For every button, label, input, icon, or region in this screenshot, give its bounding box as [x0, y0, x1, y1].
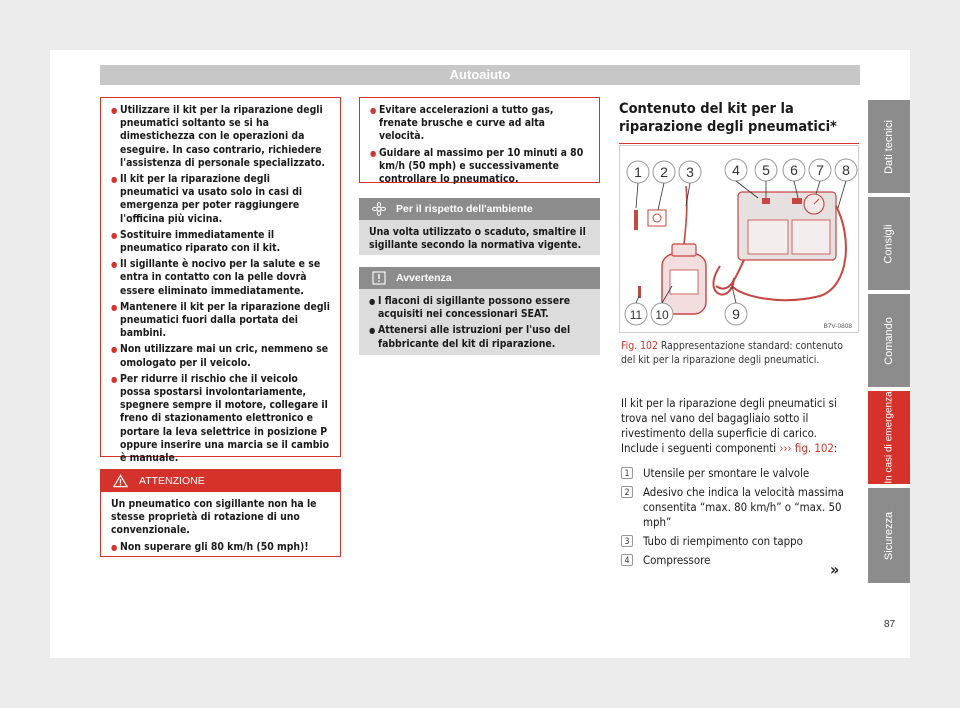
- list-item: [621, 466, 857, 481]
- component-text: Utensile per smontare le valvole: [643, 466, 810, 480]
- figure-number: 8: [842, 162, 850, 178]
- intro-text: Il kit per la riparazione degli pneumatici si trova nel vano del bagagliaio sotto il rivestimento della superficie di carico. Include i seguenti componenti: [621, 396, 837, 455]
- list-item: ● Il kit per la riparazione degli pneumatici va usato solo in casi di emergenza per poter raggiungere l'officina più vicina.: [111, 173, 330, 226]
- list-item: ● Attenersi alle istruzioni per l'uso del fabbricante del kit di riparazione.: [369, 324, 590, 350]
- figure-reference-link[interactable]: ››› fig. 102: [779, 441, 834, 455]
- environment-text: Una volta utilizzato o scaduto, smaltire il sigillante secondo la normativa vigente.: [369, 226, 586, 252]
- tab-label: In casi di emergenza: [883, 391, 895, 484]
- environment-title: Per il rispetto dell'ambiente: [396, 203, 533, 215]
- list-item: ● Il sigillante è nocivo per la salute e se entra in contatto con la pelle dovrà essere eliminato immediatamente.: [111, 258, 330, 298]
- list-item: ● Guidare al massimo per 10 minuti a 80 km/h (50 mph) e successivamente controllare lo pneumatico.: [370, 147, 589, 187]
- attention-header: [101, 470, 340, 492]
- component-text: Tubo di riempimento con tappo: [643, 534, 803, 548]
- tab-dati-tecnici[interactable]: [868, 100, 910, 193]
- figure-number: 6: [790, 162, 798, 178]
- info-note-icon: [372, 271, 386, 285]
- figure-number: 3: [686, 164, 694, 180]
- list-item: ● Per ridurre il rischio che il veicolo possa spostarsi involontariamente, spegnere sempre il motore, collegare il freno di stazionamento elettronico e portare la leva selettrice in posizione P oppure inserire una marcia se il cambio è manuale.: [111, 373, 330, 465]
- page-header: Autoaiuto: [100, 65, 860, 85]
- list-item: ● I flaconi di sigillante possono essere acquisiti nei concessionari SEAT.: [369, 295, 590, 321]
- figure-number: 2: [660, 164, 668, 180]
- intro-text-end: :: [833, 441, 838, 455]
- environment-header: [359, 198, 600, 220]
- figure-number: 10: [655, 308, 669, 322]
- warning-list-box: [100, 97, 341, 465]
- figure-number: 1: [634, 164, 642, 180]
- list-item: ● Mantenere il kit per la riparazione degli pneumatici fuori dalla portata dei bambini.: [111, 301, 330, 341]
- tab-comando[interactable]: [868, 294, 910, 387]
- tab-consigli[interactable]: [868, 197, 910, 290]
- figure-number: 4: [732, 162, 740, 178]
- attention-title: ATTENZIONE: [139, 475, 205, 487]
- tab-label: Dati tecnici: [883, 119, 896, 174]
- tab-label: Comando: [883, 316, 896, 365]
- attention-box: [100, 469, 341, 557]
- caption-label: Fig. 102: [621, 340, 658, 352]
- continue-marker: »: [830, 560, 840, 579]
- tab-in-casi-di-emergenza[interactable]: [868, 391, 910, 484]
- kit-figure: [619, 145, 859, 333]
- figure-number: 7: [816, 162, 824, 178]
- note-box: [359, 267, 600, 355]
- left-warning-list: [111, 104, 330, 465]
- flower-icon: [372, 202, 386, 216]
- warning-triangle-icon: [113, 474, 128, 488]
- list-item: ● Non superare gli 80 km/h (50 mph)!: [111, 541, 330, 554]
- tab-label: Sicurezza: [883, 511, 896, 560]
- note-title: Avvertenza: [396, 272, 452, 284]
- tab-sicurezza[interactable]: [868, 488, 910, 583]
- figure-code: B7V-0808: [823, 323, 852, 330]
- list-item: ● Evitare accelerazioni a tutto gas, frenate brusche e curve ad alta velocità.: [370, 104, 589, 144]
- item-number-badge: 1: [621, 467, 633, 479]
- item-number-badge: 4: [621, 554, 633, 566]
- warning-continued-box: [359, 97, 600, 186]
- list-item: [621, 485, 857, 530]
- figure-number: 9: [732, 306, 740, 322]
- note-header: [359, 267, 600, 289]
- section-column: [619, 100, 859, 144]
- list-item: ● Non utilizzare mai un cric, nemmeno se omologato per il veicolo.: [111, 343, 330, 369]
- section-title: Contenuto del kit per la riparazione degli pneumatici*: [619, 100, 859, 144]
- intro-paragraph: [621, 396, 857, 456]
- caption-text: Rappresentazione standard: contenuto del kit per la riparazione degli pneumatici.: [621, 340, 843, 366]
- page-number: 87: [884, 619, 896, 630]
- list-item: ● Utilizzare il kit per la riparazione degli pneumatici soltanto se si ha dimestichezza con le operazioni da eseguire. In caso contrario, richiedere l'assistenza di personale specializzato.: [111, 104, 330, 170]
- figure-number: 5: [762, 162, 770, 178]
- tab-label: Consigli: [882, 223, 895, 264]
- attention-text: Un pneumatico con sigillante non ha le stesse proprietà di rotazione di uno convenzionale.: [111, 498, 317, 537]
- kit-illustration: [620, 146, 858, 332]
- environment-box: [359, 198, 600, 255]
- component-text: Compressore: [643, 553, 711, 567]
- component-text: Adesivo che indica la velocità massima consentita “max. 80 km/h” o “max. 50 mph”: [643, 485, 844, 529]
- list-item: [621, 534, 857, 549]
- components-list: [621, 466, 857, 572]
- item-number-badge: 3: [621, 535, 633, 547]
- list-item: [621, 553, 857, 568]
- list-item: ● Sostituire immediatamente il pneumatico riparato con il kit.: [111, 229, 330, 255]
- figure-caption: [621, 340, 857, 367]
- figure-number: 11: [629, 308, 643, 322]
- item-number-badge: 2: [621, 486, 633, 498]
